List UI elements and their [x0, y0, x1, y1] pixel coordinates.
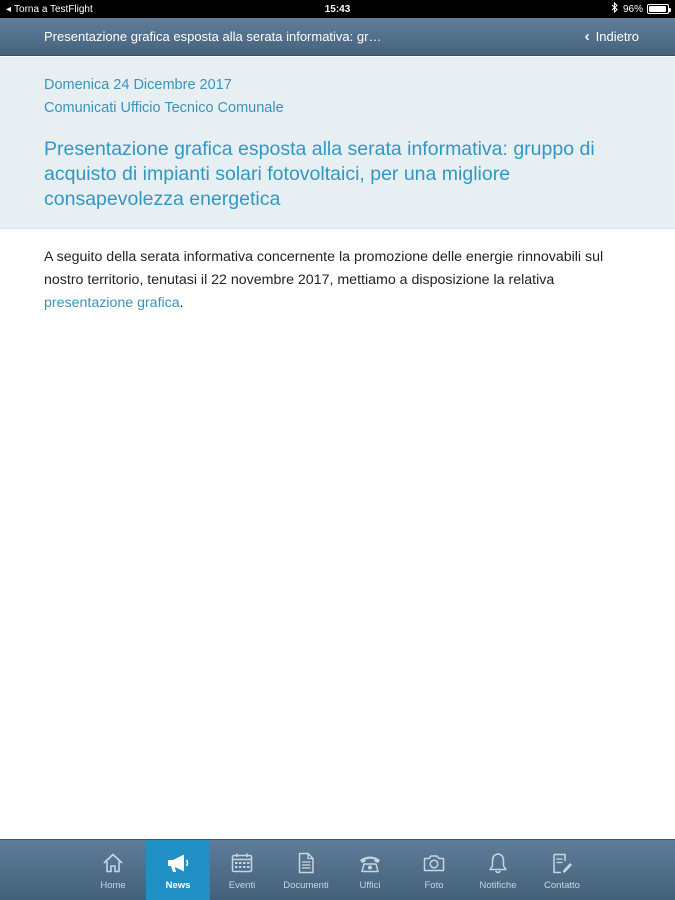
body-text: A seguito della serata informativa concernente la promozione delle energie rinnovabili sul nostro territorio, tenutasi il 22 novembre 2017, mettiamo a disposizione la relativa [44, 249, 604, 288]
tab-notifiche[interactable] [466, 840, 530, 900]
back-app-label: Torna a TestFlight [14, 3, 93, 15]
article-category: Comunicati Ufficio Tecnico Comunale [44, 100, 284, 116]
tab-label: News [165, 880, 191, 891]
navigation-bar [0, 18, 675, 56]
tab-home[interactable] [81, 840, 145, 900]
tab-label: Home [100, 880, 126, 891]
tab-bar [0, 839, 675, 900]
battery-percent: 96% [622, 3, 643, 15]
nav-title: Presentazione grafica esposta alla serata informativa: gr… [44, 29, 382, 44]
clock: 15:43 [324, 3, 351, 15]
article-header [0, 57, 675, 229]
tab-contatto[interactable] [530, 840, 594, 900]
tab-label: Eventi [228, 880, 256, 891]
back-button-label: Indietro [595, 29, 639, 44]
body-text-end: . [179, 295, 184, 311]
bell-icon [485, 850, 511, 876]
tab-label: Uffici [359, 880, 381, 891]
edit-icon [549, 850, 575, 876]
tab-foto[interactable] [402, 840, 466, 900]
article-body [44, 246, 634, 315]
bluetooth-icon [611, 2, 619, 16]
tab-label: Notifiche [479, 880, 517, 891]
tab-uffici[interactable] [338, 840, 402, 900]
presentation-link[interactable]: presentazione grafica [44, 295, 180, 311]
article-title: Presentazione grafica esposta alla serata informativa: gruppo di acquisto di impianti solari fotovoltaici, per una migliore consapevolezza energetica [44, 138, 595, 210]
tab-label: Contatto [544, 880, 580, 891]
tab-label: Documenti [283, 880, 329, 891]
back-to-app[interactable] [6, 4, 93, 15]
tab-eventi[interactable] [210, 840, 274, 900]
back-button[interactable] [585, 18, 639, 56]
telephone-icon [357, 850, 383, 876]
status-bar [0, 0, 675, 18]
chevron-left-icon: ‹ [584, 28, 590, 45]
battery-fill [649, 6, 666, 12]
status-indicators [611, 2, 669, 16]
tab-documenti[interactable] [274, 840, 338, 900]
calendar-icon [229, 850, 255, 876]
article-date: Domenica 24 Dicembre 2017 [44, 77, 232, 93]
document-icon [293, 850, 319, 876]
back-triangle-icon: ◂ [6, 3, 12, 15]
battery-icon [647, 4, 669, 14]
tab-label: Foto [424, 880, 444, 891]
home-icon [100, 850, 126, 876]
megaphone-icon [165, 850, 191, 876]
tab-news[interactable] [146, 840, 210, 900]
camera-icon [421, 850, 447, 876]
